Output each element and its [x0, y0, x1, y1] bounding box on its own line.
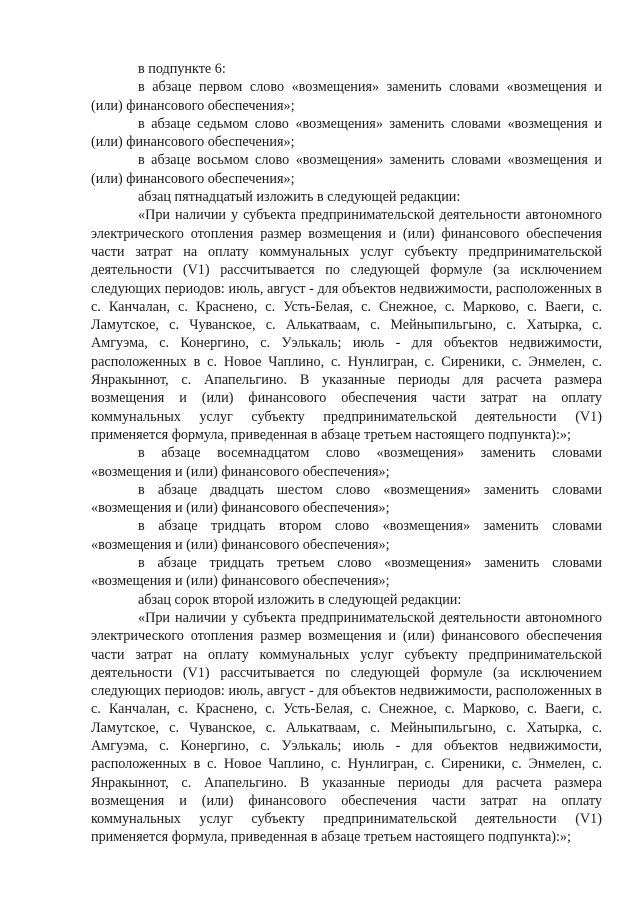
paragraph-amendment-eighth: в абзаце восьмом слово «возмещения» заменить словами «возмещения и (или) финансового обеспечения»; — [91, 152, 602, 187]
paragraph-amendment-first: в абзаце первом слово «возмещения» заменить словами «возмещения и (или) финансового обеспечения»; — [91, 79, 602, 114]
paragraph-forty-second-quote: «При наличии у субъекта предпринимательской деятельности автономного электрического отопления размер возмещения и (или) финансового обеспечения части затрат на оплату коммунальных услуг субъекту предпринимательской деятельности (V1) рассчитывается по следующей формуле (за исключением следующих периодов: июль, август - для объектов недвижимости, расположенных в с. Канчалан, с. Краснено, с. Усть-Белая, с. Снежное, с. Марково, с. Ваеги, с. Ламутское, с. Чуванское, с. Алькатваам, с. Мейныпильгыно, с. Хатырка, с. Амгуэма, с. Конергино, с. Уэлькаль; июль - для объектов недвижимости, расположенных в с. Новое Чаплино, с. Нунлигран, с. Сиреники, с. Энмелен, с. Янракыннот, с. Апапельгино. В указанные периоды для расчета размера возмещения и (или) финансового обеспечения части затрат на оплату коммунальных услуг субъекту предпринимательской деятельности (V1) применяется формула, приведенная в абзаце третьем настоящего подпункта):»; — [91, 609, 602, 846]
paragraph-amendment-thirty-third: в абзаце тридцать третьем слово «возмещения» заменить словами «возмещения и (или) финансового обеспечения»; — [91, 555, 602, 590]
paragraph-amendment-twenty-sixth: в абзаце двадцать шестом слово «возмещения» заменить словами «возмещения и (или) финансового обеспечения»; — [91, 481, 602, 517]
paragraph-fifteenth-intro: абзац пятнадцатый изложить в следующей редакции: — [138, 189, 461, 206]
paragraph-amendment-thirty-second: в абзаце тридцать втором слово «возмещения» заменить словами «возмещения и (или) финансового обеспечения»; — [91, 518, 602, 553]
paragraph-forty-second-intro: абзац сорок второй изложить в следующей редакции: — [138, 591, 462, 608]
paragraph-amendment-seventh: в абзаце седьмом слово «возмещения» заменить словами «возмещения и (или) финансового обеспечения»; — [91, 115, 602, 151]
document-page — [91, 60, 602, 847]
paragraph-subpoint-6-heading: в подпункте 6: — [138, 61, 226, 77]
paragraph-fifteenth-quote: «При наличии у субъекта предпринимательской деятельности автономного электрического отопления размер возмещения и (или) финансового обеспечения части затрат на оплату коммунальных услуг субъекту предпринимательской деятельности (V1) рассчитывается по следующей формуле (за исключением следующих периодов: июль, август - для объектов недвижимости, расположенных в с. Канчалан, с. Краснено, с. Усть-Белая, с. Снежное, с. Марково, с. Ваеги, с. Ламутское, с. Чуванское, с. Алькатваам, с. Мейныпильгыно, с. Хатырка, с. Амгуэма, с. Конергино, с. Уэлькаль; июль - для объектов недвижимости, расположенных в с. Новое Чаплино, с. Нунлигран, с. Сиреники, с. Энмелен, с. Янракыннот, с. Апапельгино. В указанные периоды для расчета размера возмещения и (или) финансового обеспечения части затрат на оплату коммунальных услуг субъекту предпринимательской деятельности (V1) применяется формула, приведенная в абзаце третьем настоящего подпункта):»; — [91, 207, 602, 443]
paragraph-amendment-eighteenth: в абзаце восемнадцатом слово «возмещения» заменить словами «возмещения и (или) финансового обеспечения»; — [91, 445, 602, 480]
